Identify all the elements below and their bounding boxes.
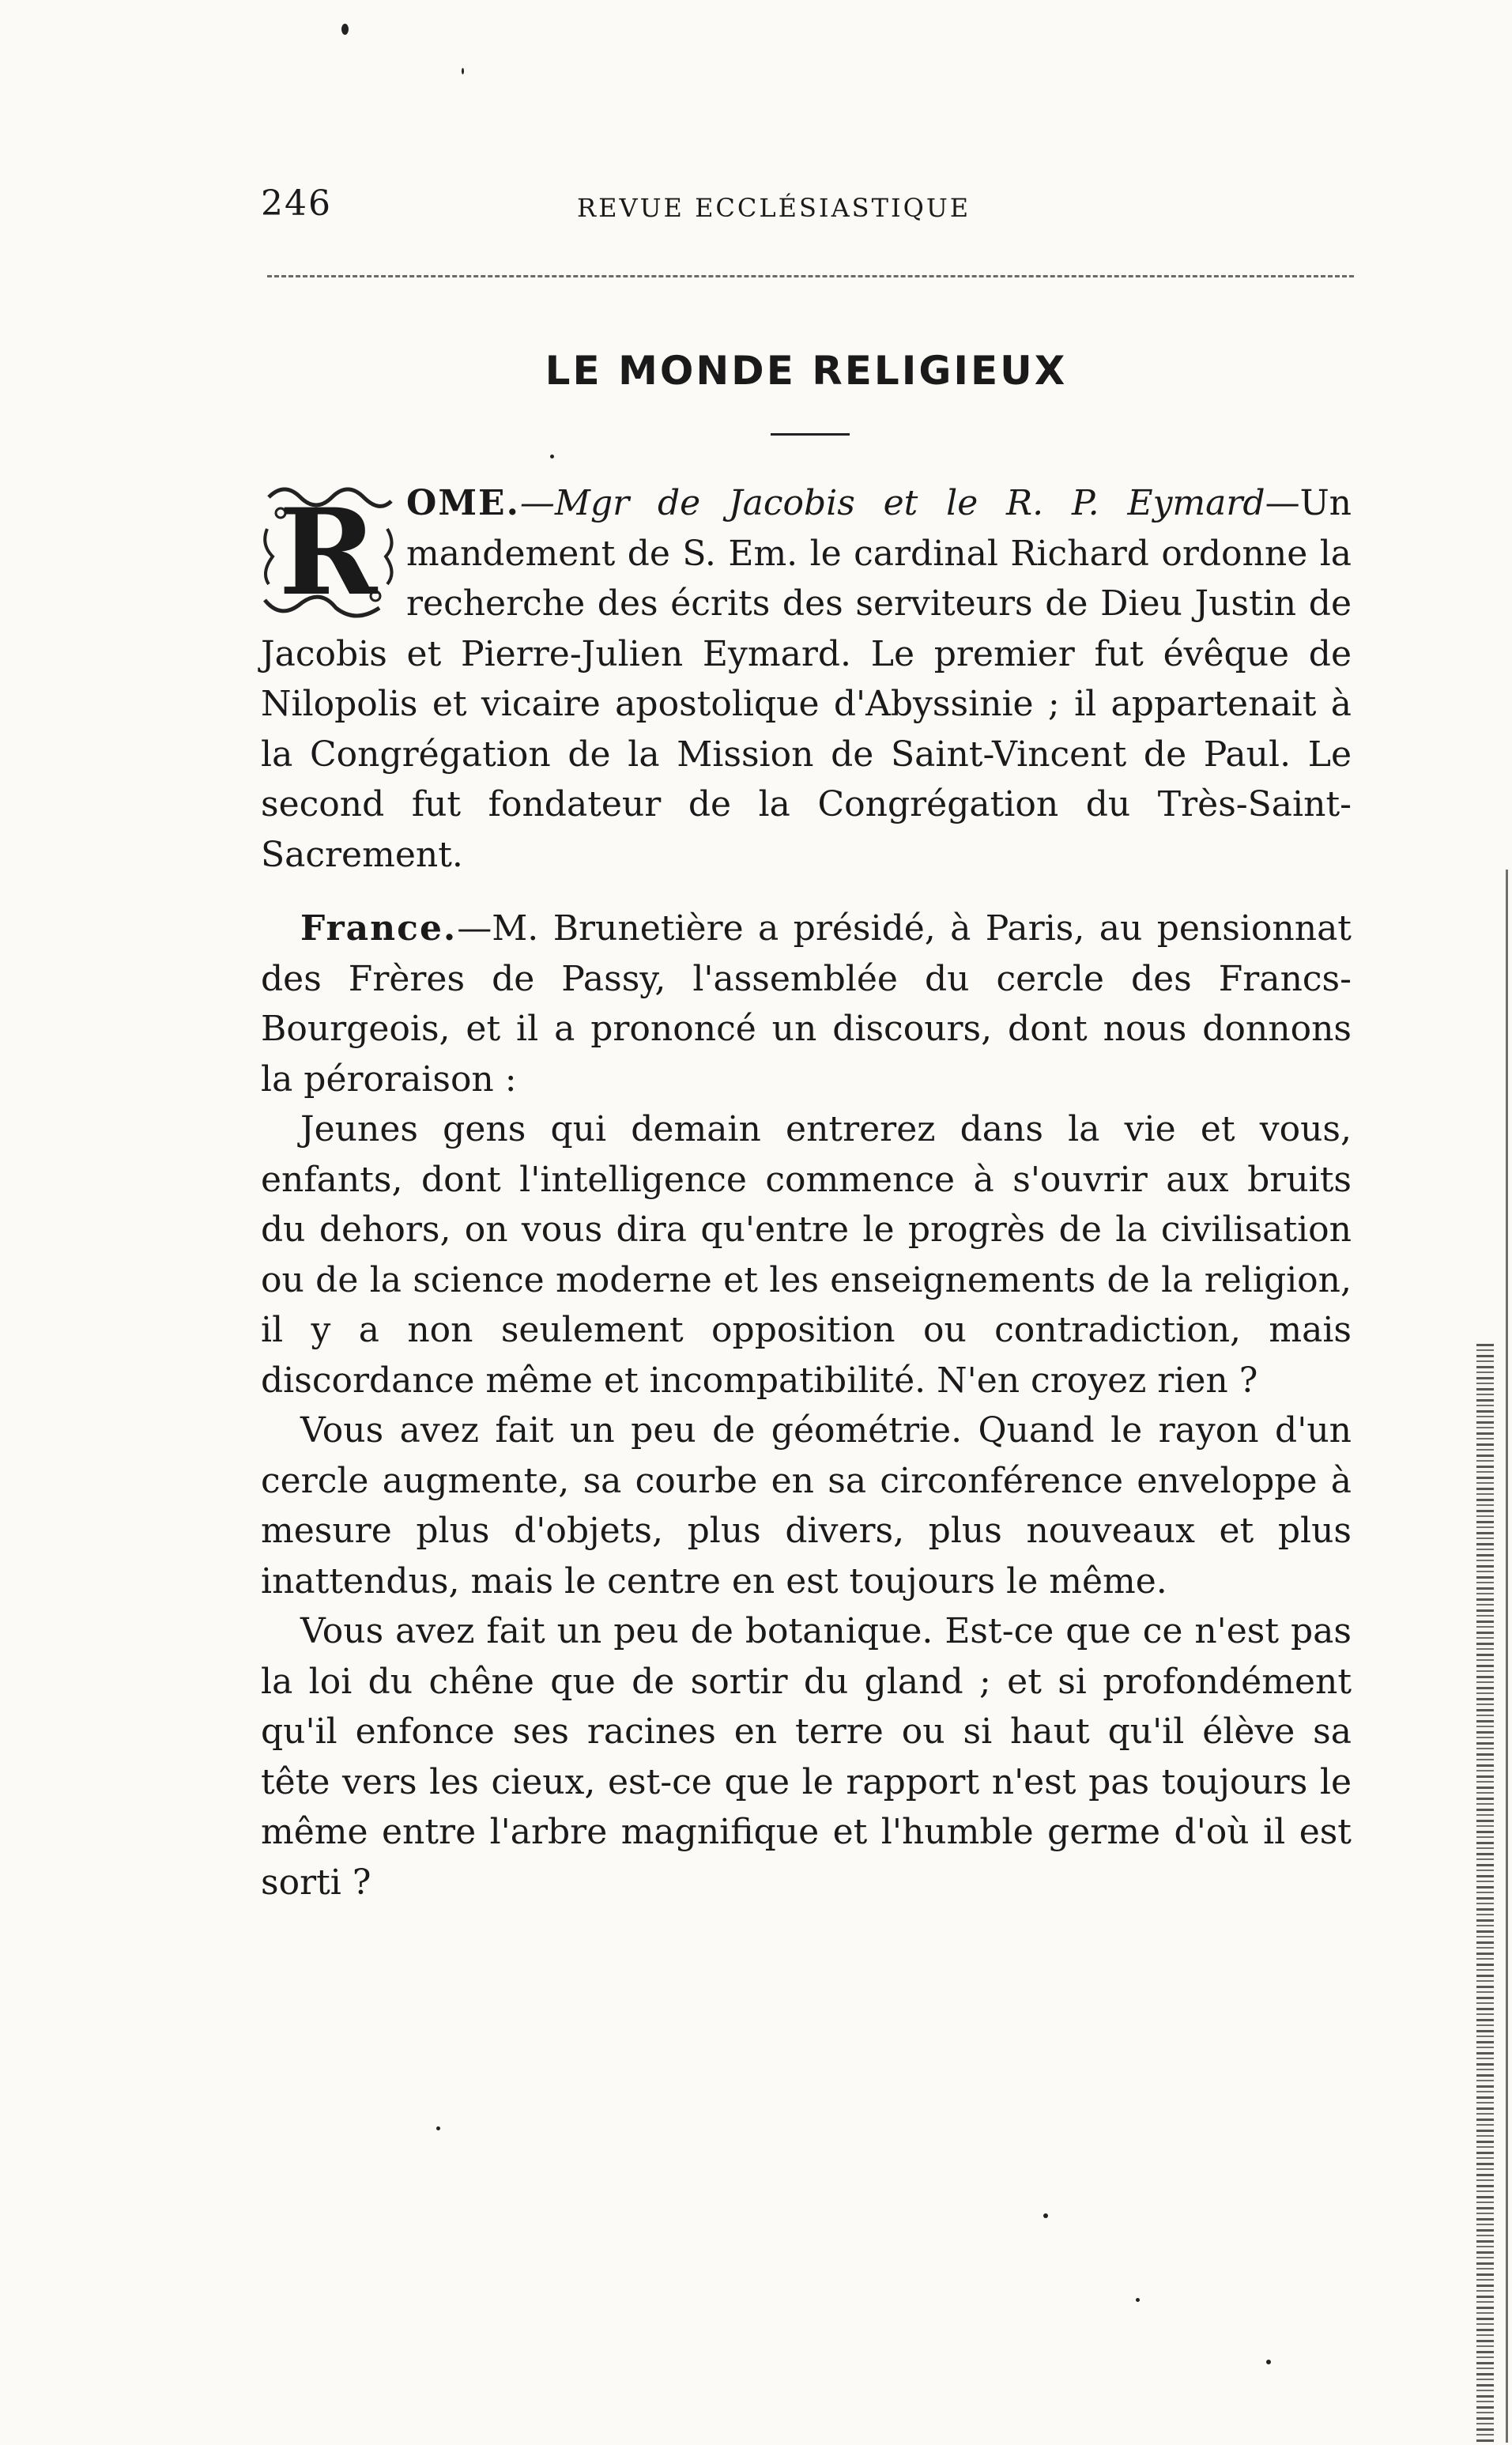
binding-edge-decoration	[1476, 1344, 1494, 2443]
ink-speck	[1136, 2298, 1140, 2302]
section-title: LE MONDE RELIGIEUX	[545, 348, 1068, 394]
journal-title: REVUE ECCLÉSIASTIQUE	[577, 193, 971, 223]
dropcap-letter: R	[278, 483, 378, 622]
paragraph-jeunes-gens: Jeunes gens qui demain entrerez dans la vie et vous, enfants, dont l'intelligence commence à s'ouvrir aux bruits du dehors, on vous dira qu'entre le progrès de la civilisation ou de la science moderne et les enseignements de la religion, il y a non seulement opposition ou contradiction, mais discordance même et incompatibilité. N'en croyez rien ?	[261, 1109, 1352, 1401]
france-text: —M. Brunetière a présidé, à Paris, au pensionnat des Frères de Passy, l'assemblée du cercle des Francs-Bourgeois, et il a prononcé un discours, dont nous donnons la péroraison :	[261, 908, 1352, 1100]
paragraph-france	[261, 904, 1352, 1104]
ink-speck	[341, 24, 349, 35]
article-body	[261, 478, 1352, 1907]
ink-speck	[550, 455, 554, 458]
rome-heading: OME.	[406, 483, 520, 523]
ink-speck	[462, 68, 464, 74]
paragraph-rome	[261, 478, 1352, 880]
running-header	[261, 183, 1352, 231]
title-rule	[771, 433, 850, 436]
ink-speck	[436, 2126, 440, 2130]
ink-speck	[1266, 2360, 1271, 2364]
rome-text: —Un mandement de S. Em. le cardinal Richard ordonne la recherche des écrits des serviteurs de Dieu Justin de Jacobis et Pierre-Julien Eymard. Le premier fut évêque de Nilopolis et vicaire apostolique d'Abyssinie ; il appartenait à la Congrégation de la Mission de Saint-Vincent de Paul. Le second fut fondateur de la Congrégation du Très-Saint-Sacrement.	[261, 483, 1352, 875]
page-number: 246	[261, 183, 332, 224]
rome-subject: —Mgr de Jacobis et le R. P. Eymard	[519, 483, 1265, 523]
paragraph-geometrie: Vous avez fait un peu de géométrie. Quand le rayon d'un cercle augmente, sa courbe en sa circonférence enveloppe à mesure plus d'objets, plus divers, plus nouveaux et plus inattendus, mais le centre en est toujours le même.	[261, 1410, 1352, 1602]
france-heading: France.	[300, 908, 458, 949]
header-rule	[267, 275, 1354, 277]
ink-speck	[1043, 2213, 1048, 2218]
ornamental-dropcap	[261, 481, 395, 624]
paragraph-botanique: Vous avez fait un peu de botanique. Est-ce que ce n'est pas la loi du chêne que de sortir du gland ; et si profondément qu'il enfonce ses racines en terre ou si haut qu'il élève sa tête vers les cieux, est-ce que le rapport n'est pas toujours le même entre l'arbre magnifique et l'humble germe d'où il est sorti ?	[261, 1611, 1352, 1903]
binding-edge-line	[1506, 870, 1508, 2443]
